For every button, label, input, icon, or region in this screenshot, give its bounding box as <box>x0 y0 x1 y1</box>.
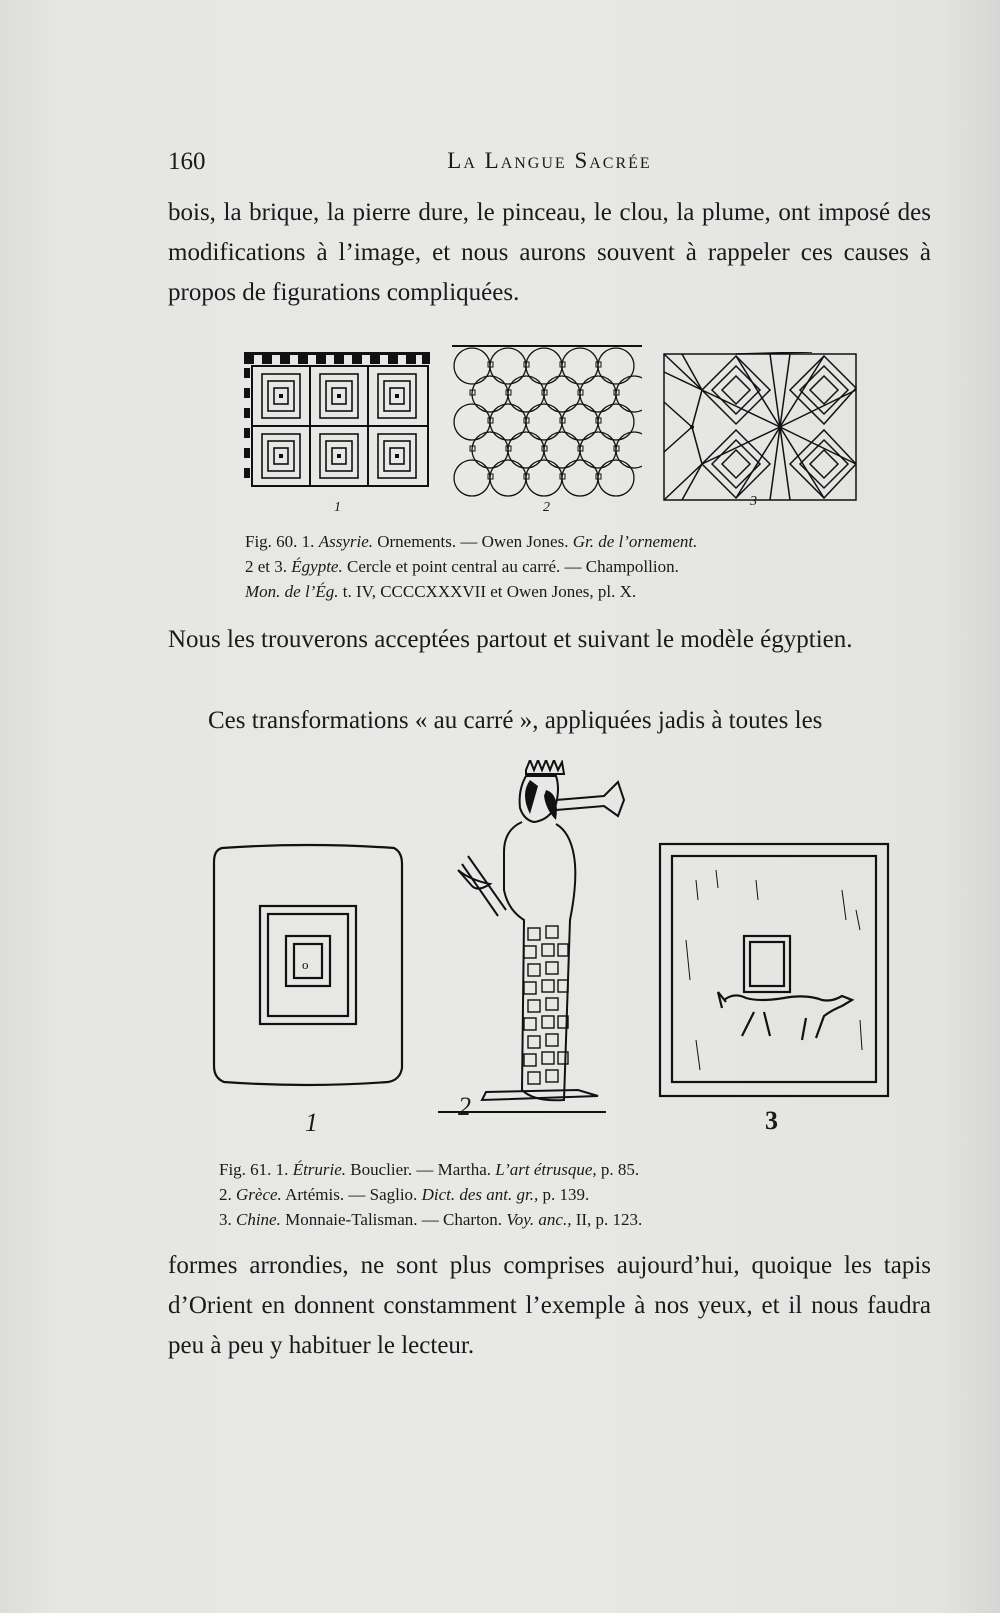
figure-61-label-1: 1 <box>305 1108 318 1137</box>
figure-61-label-3: 3 <box>765 1106 778 1135</box>
svg-text:o: o <box>302 957 309 972</box>
figure-60-egypt-circles <box>452 344 642 510</box>
paragraph-3: Ces transformations « au carré », appliquées jadis à toutes les <box>208 707 823 734</box>
figure-60-label-3: 3 <box>750 494 757 509</box>
figure-60-label-1: 1 <box>334 500 341 515</box>
figure-61-caption <box>219 1157 642 1232</box>
figure-60-egypt-square-pattern <box>662 352 858 502</box>
figure-60-assyrian-ornament <box>244 348 430 498</box>
caption-line: Fig. 61. 1. Étrurie. Bouclier. — Martha. L’art étrusque, p. 85. <box>219 1160 640 1179</box>
running-title: La Langue Sacrée <box>447 148 652 173</box>
paragraph-2: Nous les trouverons acceptées partout et suivant le modèle égyptien. <box>168 626 853 653</box>
paragraph-1: bois, la brique, la pierre dure, le pinceau, le clou, la plume, ont imposé des modifications à l’image, et nous aurons souvent à rappeler ces causes à propos de figurations compliquées. <box>168 199 931 306</box>
figure-60-caption <box>245 529 697 604</box>
caption-line: 2. Grèce. Artémis. — Saglio. Dict. des ant. gr., p. 139. <box>219 1185 590 1204</box>
page-header <box>168 148 931 182</box>
page-number: 160 <box>168 148 206 175</box>
figure-61-chinese-talisman <box>656 840 894 1102</box>
paragraph-4: formes arrondies, ne sont plus comprises aujourd’hui, quoique les tapis d’Orient en donnent constamment l’exemple à nos yeux, et il nous faudra peu à peu y habituer le lecteur. <box>168 1252 931 1359</box>
figure-61-label-2: 2 <box>458 1092 471 1121</box>
figure-61-etruscan-shield <box>208 840 408 1098</box>
caption-line: Mon. de l’Ég. t. IV, CCCCXXXVII et Owen Jones, pl. X. <box>245 582 637 601</box>
caption-line: 2 et 3. Égypte. Cercle et point central au carré. — Champollion. <box>245 557 679 576</box>
caption-line: 3. Chine. Monnaie-Talisman. — Charton. Voy. anc., II, p. 123. <box>219 1210 643 1229</box>
caption-line: Fig. 60. 1. Assyrie. Ornements. — Owen Jones. Gr. de l’ornement. <box>245 532 698 551</box>
figure-60-label-2: 2 <box>543 500 550 515</box>
